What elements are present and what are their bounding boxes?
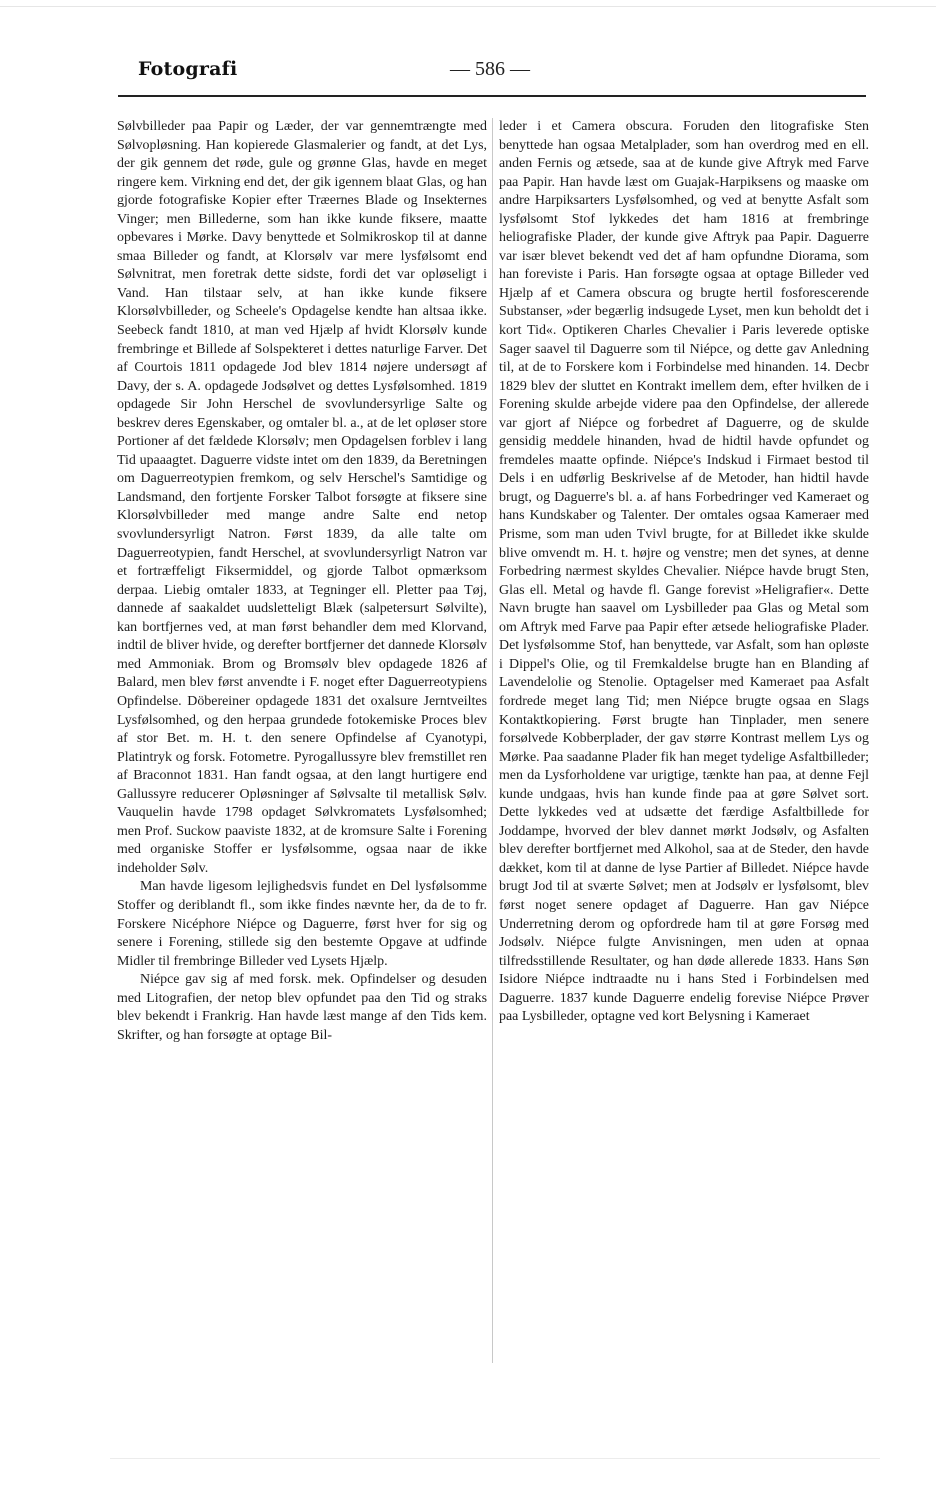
header-rule bbox=[118, 95, 866, 97]
page-number: — 586 — bbox=[450, 58, 530, 80]
paragraph: Sølvbilleder paa Papir og Læder, der var gennemtrængte med Sølvopløsning. Han kopierede Glasmalerier og fandt, at det Lys, der gik gennem det røde, gule og grønne Glas, havde en meget ringere kem. Virkning end det, der gik igennem blaat Glas, og han gjorde fotografiske Kopier efter Træernes Blade og Insekternes Vinger; men Billederne, som han ikke kunde fiksere, maatte opbevares i Mørke. Davy benyttede et Solmikroskop til at danne smaa Billeder og fandt, at Klorsølv var mere lysfølsomt end Sølvnitrat, men foretrak dette sidste, fordi det var opløseligt i Vand. Han tilstaar selv, at han ikke kunde fiksere Klorsølvbilleder, og Scheele's Opdagelse kendte han altsaa ikke. Seebeck fandt 1810, at man ved Hjælp af hvidt Klorsølv kunde frembringe et Billede af Solspekteret i dettes naturlige Farver. Det af Courtois 1811 opdagede Jod blev 1814 nøjere undersøgt af Davy, der s. A. opdagede Jodsølvet og dettes Lysfølsomhed. 1819 opdagede Sir John Herschel de svovlundersyrlige Salte og beskrev deres Egenskaber, og omtaler bl. a., at de let opløser store Portioner af det fældede Klorsølv; men Opdagelsen forblev i lang Tid upaaagtet. Daguerre vidste intet om den 1839, da Beretningen om Daguerreotypien fremkom, og selv Herschel's Samtidige og Landsmand, den fortjente Forsker Talbot forsøgte at fiksere sine Klorsølvbilleder med mange andre Salte end netop svovlundersyrligt Natron. Først 1839, da alle talte om Daguerreotypien, fandt Herschel, at svovlundersyrligt Natron var et fortræffeligt Fiksermiddel, og gjorde Talbot opmærksom derpaa. Liebig omtaler 1833, at Tegninger ell. Pletter paa Tøj, dannede af saakaldet uudsletteligt Blæk (salpetersurt Sølvilte), kan bortfjernes ved, at man først behandler dem med Klorvand, indtil de bliver hvide, og derefter bortfjerner det dannede Klorsølv med Ammoniak. Brom og Bromsølv blev opdagede 1826 af Balard, men blev først anvendte i F. noget efter Daguerreotypiens Opfindelse. Döbereiner opdagede 1831 det oxalsure Jerntveiltes Lysfølsomhed, og den herpaa grundede fotokemiske Proces blev af stor Bet. m. H. t. den senere Opfindelse af Cyanotypi, Platintryk og forsk. Fotometre. Pyrogallussyre blev fremstillet ren af Braconnot 1831. Han fandt ogsaa, at den langt hurtigere end Gallussyre reducerer Opløsninger af Sølvsalte til metallisk Sølv. Vauquelin havde 1798 opdaget Sølvkromatets Lysfølsomhed; men Prof. Suckow paaviste 1832, at de kromsure Salte i Forening med organiske Stoffer er lysfølsomme, ogsaa naar de ikke indeholder Sølv. bbox=[117, 119, 487, 876]
paragraph: Niépce gav sig af med forsk. mek. Opfindelser og desuden med Litografien, der netop blev opfundet paa den Tid og straks blev bekendt i Frankrig. Han havde læst mange af den Tids kem. Skrifter, og han forsøgte at optage Bil- bbox=[117, 972, 487, 1043]
scan-edge-line bbox=[0, 6, 936, 7]
scan-bottom-line bbox=[110, 1458, 880, 1459]
running-head-title: Fotografi bbox=[138, 58, 238, 80]
paragraph: Man havde ligesom lejlighedsvis fundet en Del lysfølsomme Stoffer og deriblandt fl., som ikke findes nævnte her, da de to fr. Forskere Nicéphore Niépce og Daguerre, først hver for sig og senere i Forening, stillede sig den bestemte Opgave at udfinde Midler til frembringe Billeder ved Lysets Hjælp. bbox=[117, 879, 487, 969]
left-column bbox=[117, 118, 487, 1045]
column-divider bbox=[492, 118, 493, 1363]
right-column bbox=[499, 118, 869, 1027]
paragraph: leder i et Camera obscura. Foruden den litografiske Sten benyttede han ogsaa Metalplader, som han overdrog med en ell. anden Fernis og ætsede, saa at de kunde give Aftryk med Farve paa Papir. Han havde læst om Guajak-Harpiksens og maaske om andre Harpiksarters Lysfølsomhed, og ved at benytte Asfalt som lysfølsomt Stof lykkedes det ham 1816 at frembringe heliografiske Plader, der kunde give Aftryk paa Papir. Daguerre var især blevet bekendt ved det af ham opfundne Diorama, som han foreviste i Paris. Han forsøgte ogsaa at optage Billeder ved Hjælp af et Camera obscura og brugte hertil fosforescerende Substanser, »der begærlig indsugede Lyset, men kun beholdt det i kort Tid«. Optikeren Charles Chevalier i Paris leverede optiske Sager saavel til Daguerre som til Niépce, og dette gav Anledning til, at de to Forskere kom i Forbindelse med hinanden. 14. Decbr 1829 blev der sluttet en Kontrakt imellem dem, efter hvilken de i Forening skulde arbejde videre paa den Opfindelse, der allerede var gjort af Niépce og forbedret af Daguerre, og de skulde gensidig meddele hinanden, hvad de hidtil havde opfundet og fremdeles maatte opfinde. Niépce's Indskud i Firmaet bestod til Dels i en udførlig Beskrivelse af de Metoder, han hidtil havde brugt, og Daguerre's bl. a. af hans Forbedringer ved Kameraet og hans Kundskaber og Talenter. Der omtales ogsaa Kameraer med Prisme, som man uden Tvivl brugte, for at Billedet ikke skulde blive omvendt m. H. t. højre og venstre; men det synes, at denne Forbedring nærmest skyldes Chevalier. Niépce havde brugt Sten, Glas ell. Metal og havde fl. Gange forevist »Heligrafier«. Dette Navn brugte han saavel om Lysbilleder paa Glas og Metal som om Aftryk med Farve paa Papir efter ætsede heliografiske Plader. Det lysfølsomme Stof, han benyttede, var Asfalt, som han opløste i Dippel's Olie, og til Fremkaldelse brugte han en Blanding af Lavendelolie og Stenolie. Optagelser med Kameraet paa Asfalt fordrede meget lang Tid; men Niépce brugte ogsaa en Slags Kontaktkopiering. Først brugte han Tinplader, men senere forsølvede Kobberplader, der gav større Kontrast mellem Lys og Mørke. Paa saadanne Plader fik han meget tydelige Asfaltbilleder; men da Lysforholdene var urigtige, tænkte han paa, at denne Fejl kunde undgaas, hvis han kunde finde paa at gøre Sølvet sort. Dette lykkedes ved at udsætte det færdige Asfaltbillede for Joddampe, hvorved der blev dannet mørkt Jodsølv, og Asfalten blev derefter bortfjernet med Alkohol, saa at de Steder, den havde dækket, kom til at danne de lyse Partier af Billedet. Niépce havde brugt Jod til at sværte Sølvet; men at Jodsølv er lysfølsomt, blev først noget senere opdaget af Daguerre. Han gav Niépce Underretning derom og opfordrede ham til at gøre Forsøg med Jodsølv. Niépce fulgte Anvisningen, men uden at opnaa tilfredsstillende Resultater, og han døde allerede 1833. Hans Søn Isidore Niépce indtraadte nu i hans Sted i Forbindelsen med Daguerre. 1837 kunde Daguerre endelig forevise Niépce Prøver paa Lysbilleder, optagne ved kort Belysning i Kameraet bbox=[499, 119, 869, 1025]
